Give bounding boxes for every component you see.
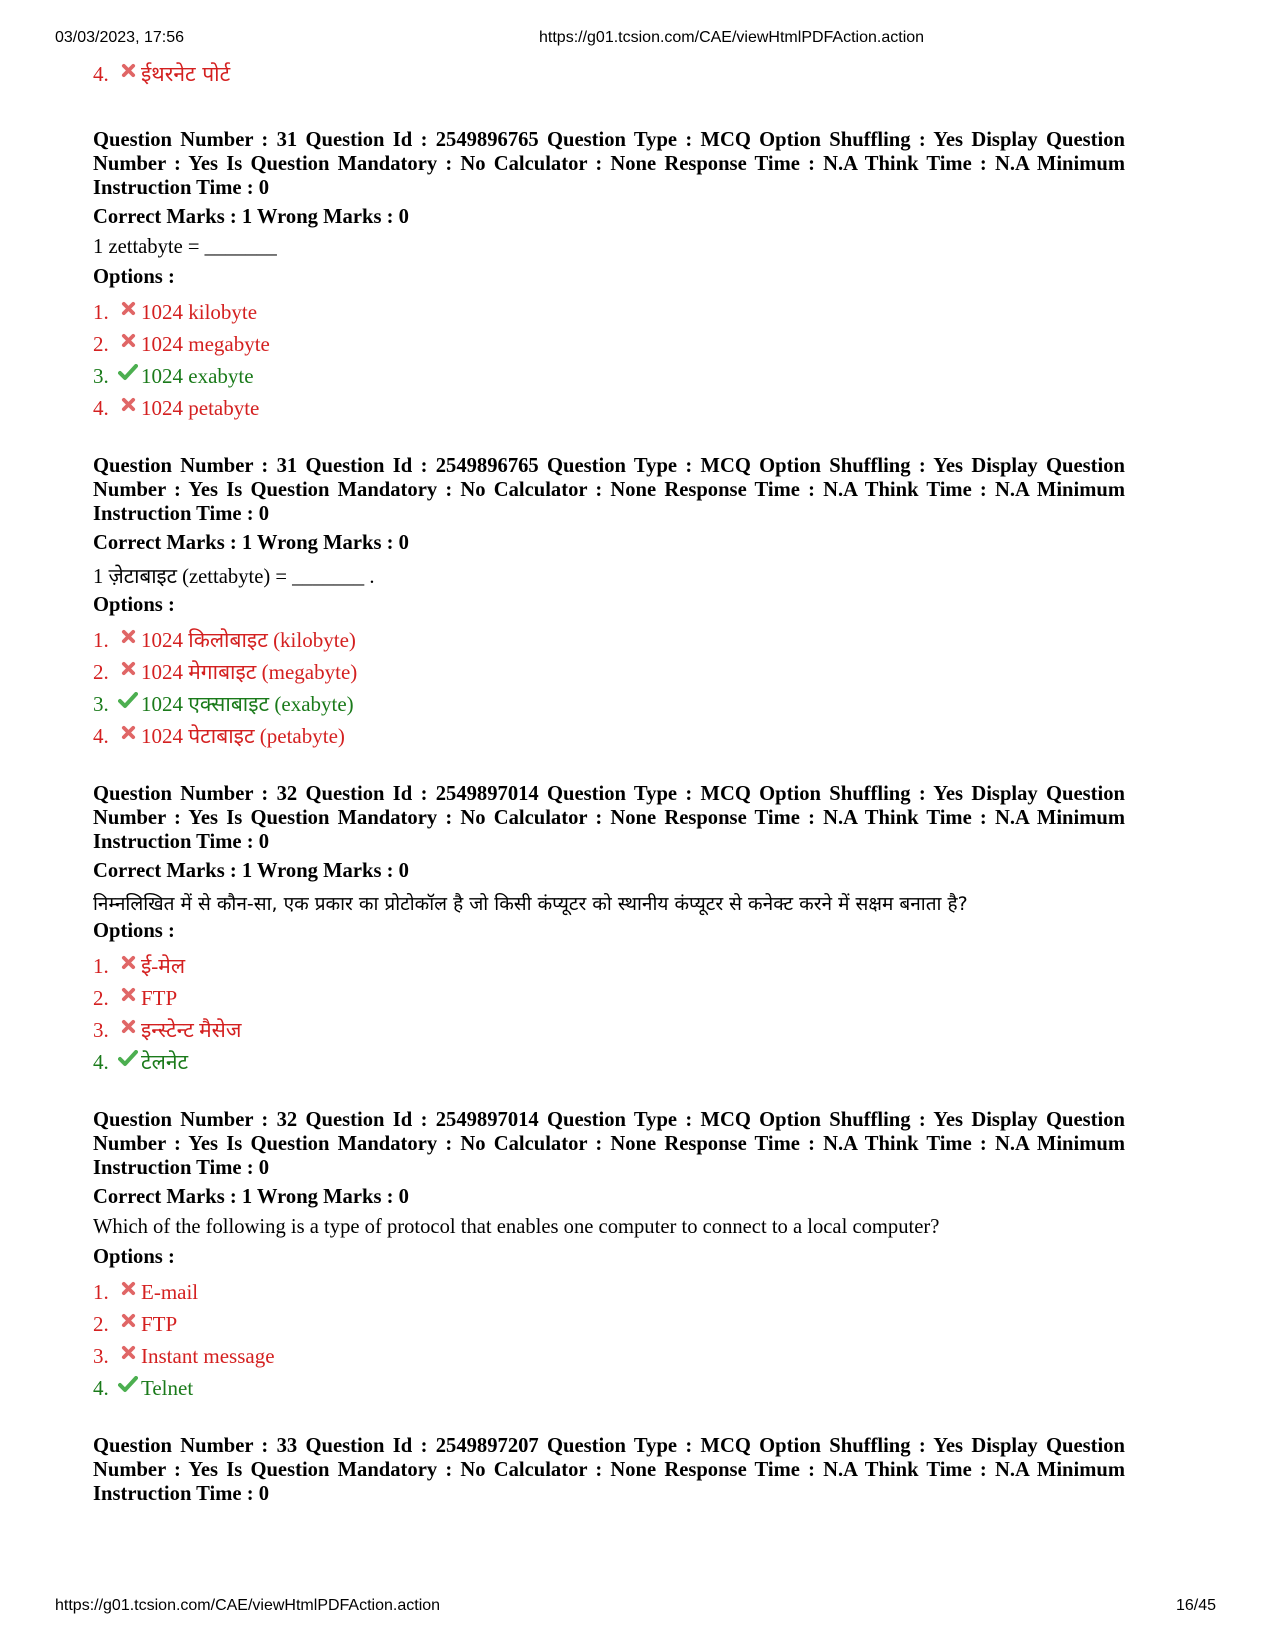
question-block	[93, 1108, 1125, 1404]
check-icon	[115, 364, 141, 381]
options-list	[93, 624, 1125, 752]
cross-icon	[115, 63, 141, 78]
question-block	[93, 782, 1125, 1078]
option-text: 1024 petabyte	[141, 395, 260, 420]
option-item	[93, 1046, 1125, 1078]
option-number: 4.	[93, 395, 109, 420]
cross-icon	[115, 301, 141, 316]
option-text: 1024 पेटाबाइट (petabyte)	[141, 724, 345, 748]
question-text: निम्नलिखित में से कौन-सा, एक प्रकार का प्रोटोकॉल है जो किसी कंप्यूटर को स्थानीय कंप्यूटर से कनेक्ट करने में सक्षम बनाता है?	[93, 893, 968, 915]
option-item	[93, 1014, 1125, 1046]
option-text: 1024 exabyte	[141, 363, 254, 388]
option-number: 1.	[93, 953, 109, 978]
option-item	[93, 328, 1125, 360]
option-item	[93, 1372, 1125, 1404]
option-text: FTP	[141, 985, 178, 1010]
option-item	[93, 720, 1125, 752]
header-datetime: 03/03/2023, 17:56	[55, 29, 185, 46]
option-number: 4.	[93, 1375, 109, 1400]
question-meta: Question Number : 31 Question Id : 2549896765 Question Type : MCQ Option Shuffling : Yes Display Question Number : Yes Is Question Mandatory : No Calculator : None Response Time : N.A Think Time : N.A Minimum Instruction Time : 0	[93, 129, 1125, 199]
options-label: Options :	[93, 920, 175, 942]
check-icon	[115, 692, 141, 709]
option-item	[93, 950, 1125, 982]
option-number: 3.	[93, 1343, 109, 1368]
option-text: ईथरनेट पोर्ट	[141, 62, 231, 86]
question-meta: Question Number : 32 Question Id : 2549897014 Question Type : MCQ Option Shuffling : Yes Display Question Number : Yes Is Question Mandatory : No Calculator : None Response Time : N.A Think Time : N.A Minimum Instruction Time : 0	[93, 1109, 1125, 1179]
option-number: 1.	[93, 627, 109, 652]
cross-icon	[115, 955, 141, 970]
option-number: 2.	[93, 985, 109, 1010]
option-text: 1024 एक्साबाइट (exabyte)	[141, 692, 354, 716]
cross-icon	[115, 1281, 141, 1296]
question-meta: Question Number : 33 Question Id : 2549897207 Question Type : MCQ Option Shuffling : Yes Display Question Number : Yes Is Question Mandatory : No Calculator : None Response Time : N.A Think Time : N.A Minimum Instruction Time : 0	[93, 1435, 1125, 1505]
option-text: 1024 megabyte	[141, 331, 270, 356]
option-item	[93, 392, 1125, 424]
question-marks: Correct Marks : 1 Wrong Marks : 0	[93, 860, 409, 882]
option-item	[93, 296, 1125, 328]
header-url: https://g01.tcsion.com/CAE/viewHtmlPDFAction.action	[539, 29, 925, 46]
question-text: 1 zettabyte = _______	[93, 236, 277, 258]
question-marks: Correct Marks : 1 Wrong Marks : 0	[93, 206, 409, 228]
option-number: 4.	[93, 1049, 109, 1074]
option-text: FTP	[141, 1311, 178, 1336]
question-meta: Question Number : 31 Question Id : 2549896765 Question Type : MCQ Option Shuffling : Yes Display Question Number : Yes Is Question Mandatory : No Calculator : None Response Time : N.A Think Time : N.A Minimum Instruction Time : 0	[93, 455, 1125, 525]
carryover-option	[93, 56, 1125, 92]
cross-icon	[115, 1345, 141, 1360]
option-number: 2.	[93, 1311, 109, 1336]
cross-icon	[115, 661, 141, 676]
question-block	[93, 1434, 1125, 1506]
options-list	[93, 1276, 1125, 1404]
option-text: Instant message	[141, 1343, 275, 1368]
question-marks: Correct Marks : 1 Wrong Marks : 0	[93, 532, 409, 554]
option-text: Telnet	[141, 1375, 194, 1400]
options-label: Options :	[93, 266, 175, 288]
question-text: Which of the following is a type of protocol that enables one computer to connect to a local computer?	[93, 1216, 940, 1238]
cross-icon	[115, 1313, 141, 1328]
document-content	[93, 56, 1125, 1506]
option-item	[93, 1340, 1125, 1372]
cross-icon	[115, 333, 141, 348]
options-list	[93, 950, 1125, 1078]
option-number: 4.	[93, 61, 109, 86]
option-item	[93, 624, 1125, 656]
option-text: E-mail	[141, 1279, 199, 1304]
cross-icon	[115, 987, 141, 1002]
option-item	[93, 982, 1125, 1014]
question-text: 1 ज़ेटाबाइट (zettabyte) = _______ .	[93, 566, 375, 588]
cross-icon	[115, 397, 141, 412]
option-text: इन्स्टेन्ट मैसेज	[141, 1018, 242, 1042]
cross-icon	[115, 725, 141, 740]
option-number: 2.	[93, 659, 109, 684]
option-item	[93, 656, 1125, 688]
options-label: Options :	[93, 1246, 175, 1268]
option-number: 1.	[93, 1279, 109, 1304]
check-icon	[115, 1050, 141, 1067]
question-block	[93, 454, 1125, 752]
cross-icon	[115, 1019, 141, 1034]
option-text: 1024 मेगाबाइट (megabyte)	[141, 660, 358, 684]
option-number: 3.	[93, 363, 109, 388]
question-marks: Correct Marks : 1 Wrong Marks : 0	[93, 1186, 409, 1208]
check-icon	[115, 1376, 141, 1393]
option-number: 4.	[93, 723, 109, 748]
option-text: 1024 kilobyte	[141, 299, 258, 324]
option-item	[93, 1276, 1125, 1308]
question-meta: Question Number : 32 Question Id : 2549897014 Question Type : MCQ Option Shuffling : Yes Display Question Number : Yes Is Question Mandatory : No Calculator : None Response Time : N.A Think Time : N.A Minimum Instruction Time : 0	[93, 783, 1125, 853]
option-number: 2.	[93, 331, 109, 356]
footer-url: https://g01.tcsion.com/CAE/viewHtmlPDFAction.action	[55, 1597, 441, 1614]
option-text: टेलनेट	[141, 1050, 189, 1074]
option-text: ई-मेल	[141, 954, 186, 978]
option-item	[93, 360, 1125, 392]
option-text: 1024 किलोबाइट (kilobyte)	[141, 628, 356, 652]
options-list	[93, 296, 1125, 424]
option-number: 3.	[93, 691, 109, 716]
option-item	[93, 688, 1125, 720]
cross-icon	[115, 629, 141, 644]
option-number: 1.	[93, 299, 109, 324]
options-label: Options :	[93, 594, 175, 616]
option-number: 3.	[93, 1017, 109, 1042]
question-block	[93, 128, 1125, 424]
option-item	[93, 1308, 1125, 1340]
footer-page-number: 16/45	[1176, 1597, 1217, 1614]
